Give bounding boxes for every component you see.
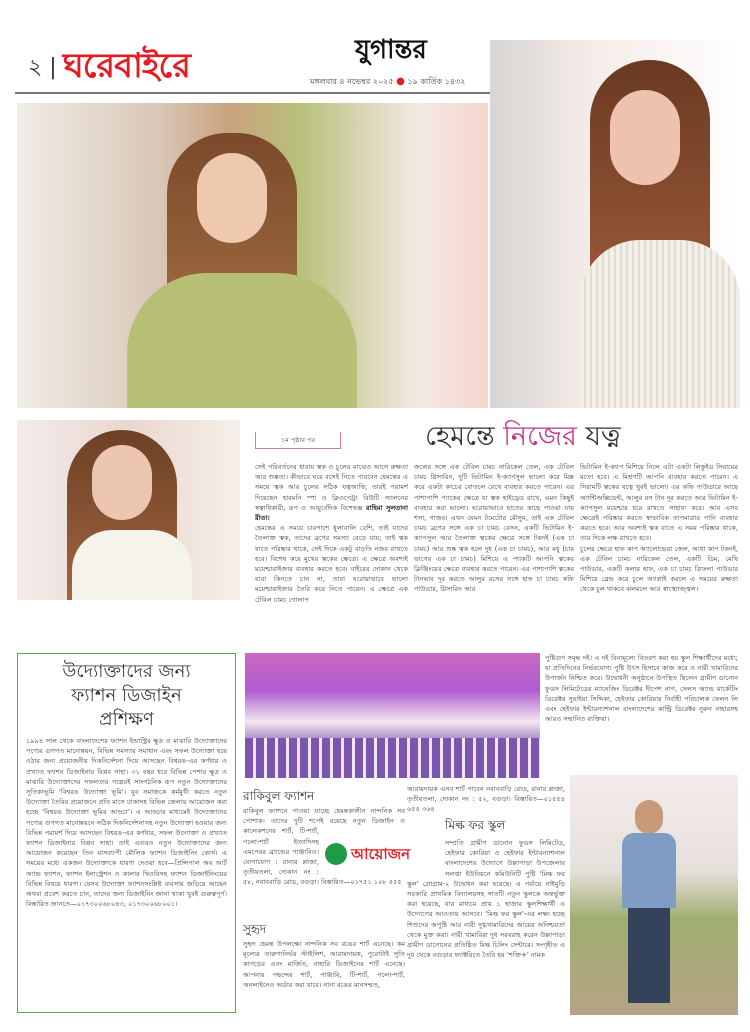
article-text: ভিটামিন ই-ক্যাপ মিশিয়ে নিলে এটা একটা লিকুইড সিরামের মতো হবে। এ মিশ্রণটি আপনি ব্যবহার করতে পারেন। এ সিরামটি ত্বকের যত্নে খুবই ভালো। এর কফি পাউডারে আছে অ্যান্টিঅক্সিডেন্ট, আলুর রস টান দূর করতে আর ভিটামিন ই-ক্যাপসুল ময়েশ্চার ধরে রাখতে সাহায্য করে। আর এসব ক্ষেত্রেই পরিষ্কার করতে স্বাভাবিক তাপমাত্রার পানি ব্যবহার করতে হবে। আর অবশ্যই ত্বক যাতে এ সময় পরিষ্কার থাকে, তার দিকে লক্ষ রাখতে হবে।	[580, 463, 738, 543]
photo-model-white-shirt	[17, 420, 240, 600]
logo-spacer	[407, 838, 445, 878]
continued-from-page-1: ১ম পৃষ্ঠার পর	[255, 432, 341, 449]
article-text: সেই পরিবর্তনের ধারায় ত্বক ও চুলের মাঝেও আসে রুক্ষতা আর শুষ্কতা। কীভাবে ঘরে বসেই নিতে পারবেন হেমন্তের এ সময়ে ত্বক আর চুলের সঠিক যত্নআত্তি; তারই পরামর্শ দিয়েছেন হারমনি স্পা ও ক্লিওপেট্রা বিউটি স্যালনের স্বত্বাধিকারী, রূপ ও আয়ুর্বেদিক বিশেষজ্ঞ	[255, 463, 408, 512]
suhrid-body: সুহৃদ হেমন্ত উপলক্ষ্যে নান্দনিক সব রঙের শার্ট এনেছে। কম মূল্যের তারুণ্যনির্ভর স্টাইলিশ, আরামদায়ক, পুরোটাই সুতি কাপড়ের এবং মার্জিত, বাহারি ডিজাইনের শার্ট এনেছে। আপনার পছন্দের শার্ট, পাঞ্জাবি, টি-শার্ট, পলো-শার্ট, অনলাইনেও অর্ডার করা যাবে। নানা রঙের মানসম্মত,	[243, 940, 405, 989]
article-column-3	[580, 462, 738, 640]
training-body: ১৯৯৪ সাল থেকে বাংলাদেশের ফ্যাশন ইন্ডাস্ট্রির ক্ষুদ্র ও মাঝারি উদ্যোক্তাদের পণ্যের গুণগত মানোন্নয়ন, বিভিন্ন সমস্যার সমাধান এবং সফল উদ্যোক্তা হয়ে ওঠার জন্য প্রয়োজনীয় দিকনির্দেশনা দিয়ে আসছেন বিশ্বরঙ-এর কর্ণধার ও প্রখ্যাত ফ্যাশন ডিজাইনার বিপ্লব সাহা। ৩১ বছর ধরে বিভিন্ন পেশার ক্ষুদ্র ও মাঝারি উদ্যোক্তাদের সফলতার গল্পেরই সাংগঠনিক রূপ নতুন উদ্যোক্তাদের সূতিকাভূমি ‘বিশ্বরঙ উদ্যোক্তা ভূমি’। যুব সমাজকে কর্মমুখী করতে নতুন উদ্যোক্তা তৈরির প্রয়োজনে প্রতি মাসে ঢাকাসহ বিভিন্ন জেলায় আয়োজন করা হচ্ছে ‘বিশ্বরঙ উদ্যোক্তা ভূমির আড্ডা’। এ আড্ডার মাধ্যমেই উদ্যোক্তাদের পণ্যের গুণগত মানোন্নয়নে সঠিক দিকনির্দেশনাসহ নতুন উদ্যোক্তা হওয়ার জন্য বিভিন্ন পরামর্শ দিয়ে আসছেন বিশ্বরঙ-এর কর্ণধার, সফল উদ্যোক্তা ও প্রখ্যাত ফ্যাশন ডিজাইনার বিপ্লব সাহা। তাই এবারও নতুন উদ্যোক্তাদের জন্য আয়োজন করেছেন তিন মাসব্যাপী মৌলিক ফ্যাশন ডিজাইনিং কোর্স। এ সময়ের মধ্যে একজন উদ্যোক্তাকে ধারণা দেওয়া হবে—প্রিন্সিপাল অব আর্ট অ্যান্ড ফ্যাশন, ফ্যাশন ইলাস্ট্রেশন ও কালার থিওরিসহ ফ্যাশন ডিজাইনিংয়ের বিভিন্ন বিষয়ে ধারণা। যেসব উদ্যোক্তা ফ্যাশনসংশ্লিষ্ট ব্যবসায় জড়িয়ে আছেন অথবা প্রবেশ করতে চান, তাদের জন্য ডিজাইনিং জানা থাকা খুবই গুরুত্বপূর্ণ। বিস্তারিত জানতে—০১৭৩০০৬৮০৪৩, ০১৭৩০০৬৮০০১।	[26, 737, 227, 909]
page-number: ২ |	[28, 55, 57, 80]
article-column-1	[255, 462, 408, 640]
article-text: হেমন্তের এ সময়ে চারপাশে ধুলাবালি বেশি, তাই যাদের তৈলাক্ত ত্বক, তাদের ব্রণের সমস্যা বেড়ে যায়; তাই ত্বক যাতে পরিষ্কার থাকে, সেই দিকে একটু বাড়তি নজর রাখতে হবে। বিশেষ করে মুখের ত্বকের ক্ষেত্রে। এ ক্ষেত্রে অবশ্যই ময়েশ্চারাইজার ব্যবহার করতে হবে। বাইরের দোকান থেকে যারা কিনতে চান না, তারা ঘরোয়াভাবে ভালো ময়েশ্চারাইজার তৈরি করে নিতে পারেন। এ ক্ষেত্রে এক টেবিল চামচ গোলাপ	[255, 524, 408, 604]
title-line: উদ্যোক্তাদের জন্য	[62, 661, 191, 682]
main-photo-model-hair	[17, 103, 488, 408]
rakibul-body: রাকিবুল ফ্যাশনে পাওয়া যাচ্ছে হেমন্তকালীন নান্দনিক সব পোশাক। তাদের দুটি শপেই রয়েছে নতুন ডিজাইন ও কালেকশনের শার্ট, টি-শার্ট, পলো-শার্ট ইত্যাদিসহ এমপেরর ব্র্যান্ডের পাঞ্জাবিও। যোগাযোগ : রানার প্লাজা, তৃতীয়তলা, দোকান নং : ৫৮, নবাববাড়ি রোড, বগুড়া। বিস্তারিত—০১৭৫১ ১০৮ ৫৫৫	[243, 807, 405, 887]
suhrid-title: সুহৃদ	[243, 922, 267, 936]
milk-for-school-heading-wrap	[445, 818, 565, 832]
date-separator-dot: ●	[396, 76, 405, 87]
date-gregorian: মঙ্গলবার ৪ নভেম্বর ২০২৫	[310, 77, 394, 86]
suhrid-continued: আরামদায়ক এসব শার্ট পাবেন নবাববাড়ি রোড, রানার প্লাজা, তৃতীয়তলা, দোকান নং : ৫২, বগুড়া। বিস্তারিত—০১৫৫৪ ৬৫৫ ৩৬৪	[407, 785, 565, 814]
title-line: ফ্যাশন ডিজাইন	[71, 685, 182, 706]
masthead-logo: যুগান্তর	[355, 35, 427, 65]
photo-male-model	[570, 775, 738, 1015]
milk-continued: পুষ্টিগুণ সমৃদ্ধ দই। এ দই বিনামূল্যে বিতরণ করা হয় স্কুল শিক্ষার্থীদের মধ্যে; যা প্রতিদিনের নির্ভরযোগ্য পুষ্টি উৎস হিসাবে কাজ করে ও নারী খামারিদের উপার্জন নিশ্চিত করে। উদ্বোধনী অনুষ্ঠানে উপস্থিত ছিলেন গ্রামীণ ডানোন ফুডস লিমিটেডের ম্যানেজিং ডিরেক্টর দীপেশ নাগ, সেলস অ্যান্ড মার্কেটিং ডিরেক্টর সুরাইয়া সিদ্দিকা, হেইফার কোরিয়ার নির্বাহী পরিচালক ফেলন লি এবং হেইফার ইন্টারন্যাশনাল বাংলাদেশের কান্ট্রি ডিরেক্টর নুরুন নাহারসহ আরও সম্মানিত ব্যক্তিরা।	[545, 654, 738, 724]
group-photo-milk-for-school	[245, 653, 540, 778]
rakibul-fashion	[243, 785, 405, 1001]
headline-part2: নিজের	[503, 421, 577, 452]
title-line: প্রশিক্ষণ	[99, 709, 154, 730]
training-box	[17, 653, 236, 1013]
dateline	[310, 76, 465, 89]
section-title: ঘরেবাইরে	[62, 46, 190, 86]
ayojon-logo-icon	[325, 843, 347, 865]
milk-body	[407, 838, 565, 1008]
article-text: চুলের ক্ষেত্রে হাফ কাপ অ্যালোভেরা জেল, আধা কাপ টকদই, এক টেবিল চামচ নারিকেল তেল, একটি ডিম, মেথি পাউডার, একটি কলার হাফ, এক চা চামচ ত্রিফলা পাউডার মিশিয়ে ব্লেন্ড করে চুলে অ্যাপ্লাই করলে এ সময়ের রুক্ষতা থেকে চুল থাকবে ঝলমলে আর স্বাস্থ্যোজ্জ্বল।	[580, 544, 738, 594]
milk-text: সম্প্রতি গ্রামীণ ডানোন ফুডস লিমিটেড, হেইফার কোরিয়া ও হেইফার ইন্টারন্যাশনাল বাংলাদেশের উদ্যোগে উল্লাপাড়া উপজেলার সলপ্তা ইউনিয়নে কমিউনিটি পুষ্টি ‘মিল্ক ফর স্কুল’ প্রোগ্রাম-২ উদ্বোধন করা হয়েছে। এ পর্যায়ে নাইমুড়ি সরকারি প্রাথমিক বিদ্যালয়সহ সাতটি নতুন স্কুলকে অন্তর্ভুক্ত করা হয়েছে, যার মাধ্যমে প্রায় ১ হাজার স্কুলশিক্ষার্থী এ উদ্যোগের আওতায় আসবে। ‘মিল্ক ফর স্কুল’-এর লক্ষ্য হচ্ছে শিশুদের অপুষ্টি আর নারী দুগ্ধখামারিদের আয়ের অনিশ্চয়তা থেকে মুক্ত করা। নারী খামারিরা দুধ সরবরাহ করেন উল্লাপাড়া গ্রামীণ ডানোনের প্রতিষ্ঠিত মিল্ক চিলিং সেন্টারে। সংগৃহীত এ দুধ থেকে বগুড়ার ফ্যাক্টরিতে তৈরি হয় ‘শক্তি+’ নামক	[407, 839, 565, 960]
training-title	[26, 660, 227, 732]
article-column-2: জলের সঙ্গে এক টেবিল চামচ নারিকেল তেল, এক টেবিল চামচ গ্লিসারিন, দুটি ভিটামিন ই-ক্যাপসুল ভালো করে মিক্স করে একটা কাচের বোতলে রেখে ব্যবহার করতে পারেন। এর পাশাপাশি প্যাকের ক্ষেত্রে যা ত্বক হাইড্রেড রাখে, এমন কিছুই ব্যবহার করা ভালো। ঘরোয়াভাবে হাতের কাছে পাওয়া যায় শসা, গাজর। এখন যেমন টমেটোর মৌসুম, তাই এক টেবিল চামচ ব্রণের সঙ্গে এক চা চামচ বেসন, একটি ভিটামিন ই-ক্যাপসুল আর তৈলাক্ত ত্বকের ক্ষেত্রে সঙ্গে টকদই (এক চা চামচ) আর শুষ্ক ত্বক হলে দুধ (এক চা চামচ), আর মধু (চার ভাগের এক চা চামচ) মিশিয়ে এ প্যাকটি আপনি ত্বকের ক্লিঞ্জিংয়ের ক্ষেত্রে ব্যবহার করতে পারেন। এর পাশাপাশি ত্বকের টানভাব দূর করতে আলুর রসের সঙ্গে হাফ চা চামচ কফি পাউডার, গ্লিসারিন আর	[414, 463, 574, 594]
milk-title: মিল্ক ফর স্কুল	[445, 818, 506, 832]
headline	[425, 420, 621, 454]
section-header	[28, 40, 190, 97]
expert-name: রাহিমা সুলতানা রীতা।	[255, 503, 408, 523]
date-bangla: ১৯ কার্তিক ১৪৩২	[407, 77, 466, 86]
header-rule	[15, 92, 491, 94]
photo-model-cream	[490, 40, 740, 408]
ayojon-logo-text: আয়োজন	[351, 845, 411, 863]
headline-part3: যত্ন	[585, 421, 621, 452]
headline-part1: হেমন্তে	[425, 421, 495, 452]
rakibul-title: রাকিবুল ফ্যাশন	[243, 789, 315, 803]
